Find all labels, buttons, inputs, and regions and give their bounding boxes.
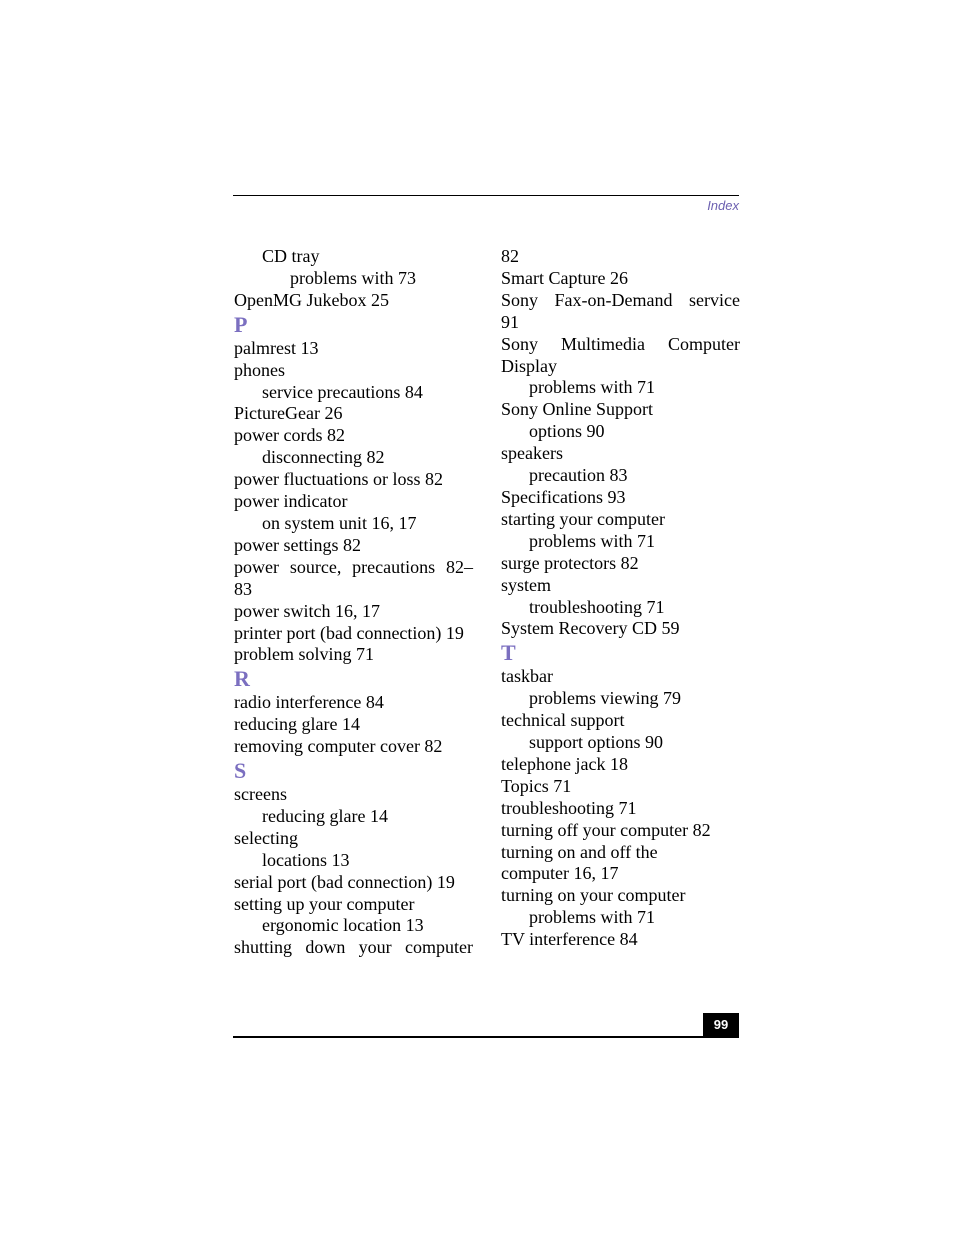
- index-entry: 82: [501, 246, 519, 266]
- index-entry: removing computer cover 82: [234, 736, 443, 757]
- index-entry: turning off your computer 82: [501, 819, 711, 840]
- index-entry: surge protectors 82: [501, 552, 639, 573]
- index-letter-heading: R: [234, 666, 250, 692]
- index-subentry: options 90: [529, 421, 605, 442]
- index-entry: turning on your computer: [501, 885, 686, 906]
- index-entry: power indicator: [234, 491, 348, 512]
- index-letter-heading: T: [501, 640, 516, 666]
- index-subentry: service precautions 84: [262, 381, 423, 402]
- index-subentry: locations 13: [262, 849, 350, 870]
- index-entry: serial port (bad connection) 19: [234, 871, 455, 892]
- index-entry: Smart Capture 26: [501, 267, 628, 288]
- index-entry: taskbar: [501, 666, 553, 687]
- index-entry: Topics 71: [501, 775, 572, 796]
- index-subentry: on system unit 16, 17: [262, 512, 417, 533]
- index-entry: power settings 82: [234, 534, 361, 555]
- index-entry: technical support: [501, 710, 625, 731]
- header-rule: [233, 195, 739, 196]
- index-entry: telephone jack 18: [501, 753, 628, 774]
- index-subentry: problems with 71: [529, 377, 655, 398]
- index-entry: Sony Online Support: [501, 399, 654, 420]
- index-subentry: problems with 71: [529, 907, 655, 928]
- index-entry: 91: [501, 311, 519, 332]
- index-entry: Specifications 93: [501, 486, 626, 507]
- index-entry: Sony Multimedia Computer: [501, 333, 740, 354]
- index-subentry: disconnecting 82: [262, 447, 385, 468]
- index-entry: computer 16, 17: [501, 863, 619, 884]
- index-entry: starting your computer: [501, 508, 665, 529]
- index-entry: PictureGear 26: [234, 403, 343, 424]
- index-subentry: ergonomic location 13: [262, 915, 424, 936]
- index-entry: screens: [234, 784, 287, 805]
- index-entry: power source, precautions 82–: [234, 556, 473, 577]
- index-letter-heading: S: [234, 758, 247, 784]
- index-entry: radio interference 84: [234, 692, 384, 713]
- index-entry: speakers: [501, 443, 563, 464]
- index-entry: power cords 82: [234, 425, 345, 446]
- index-subentry: troubleshooting 71: [529, 596, 665, 617]
- index-subentry: reducing glare 14: [262, 805, 388, 826]
- index-entry: system: [501, 574, 552, 595]
- index-entry: TV interference 84: [501, 929, 638, 950]
- index-entry: palmrest 13: [234, 337, 319, 358]
- index-entry: setting up your computer: [234, 893, 415, 914]
- index-entry: power switch 16, 17: [234, 600, 380, 621]
- index-column-left: [234, 246, 473, 959]
- page-number: 99: [703, 1013, 739, 1037]
- index-subentry: problems with 73: [290, 267, 416, 288]
- index-entry: 83: [234, 578, 252, 599]
- index-entry: power fluctuations or loss 82: [234, 469, 443, 490]
- index-subentry: problems with 71: [529, 530, 655, 551]
- index-column-right: [501, 246, 740, 951]
- index-subentry: support options 90: [529, 732, 664, 753]
- index-entry: reducing glare 14: [234, 714, 360, 735]
- index-entry: shutting down your computer: [234, 937, 473, 958]
- section-label: Index: [707, 198, 739, 213]
- index-entry: problem solving 71: [234, 644, 374, 665]
- index-letter-heading: P: [234, 311, 248, 337]
- index-entry: selecting: [234, 827, 298, 848]
- index-subentry: problems viewing 79: [529, 688, 681, 709]
- index-entry: System Recovery CD 59: [501, 618, 680, 639]
- footer-rule: [233, 1036, 739, 1038]
- index-entry: printer port (bad connection) 19: [234, 622, 464, 643]
- index-entry: troubleshooting 71: [501, 797, 637, 818]
- index-entry: Display: [501, 355, 557, 376]
- index-entry: phones: [234, 359, 285, 380]
- index-entry: Sony Fax-on-Demand service: [501, 289, 740, 310]
- index-subentry: precaution 83: [529, 465, 628, 486]
- index-entry: turning on and off the: [501, 841, 658, 862]
- index-subentry: CD tray: [262, 246, 320, 266]
- index-entry: OpenMG Jukebox 25: [234, 289, 389, 310]
